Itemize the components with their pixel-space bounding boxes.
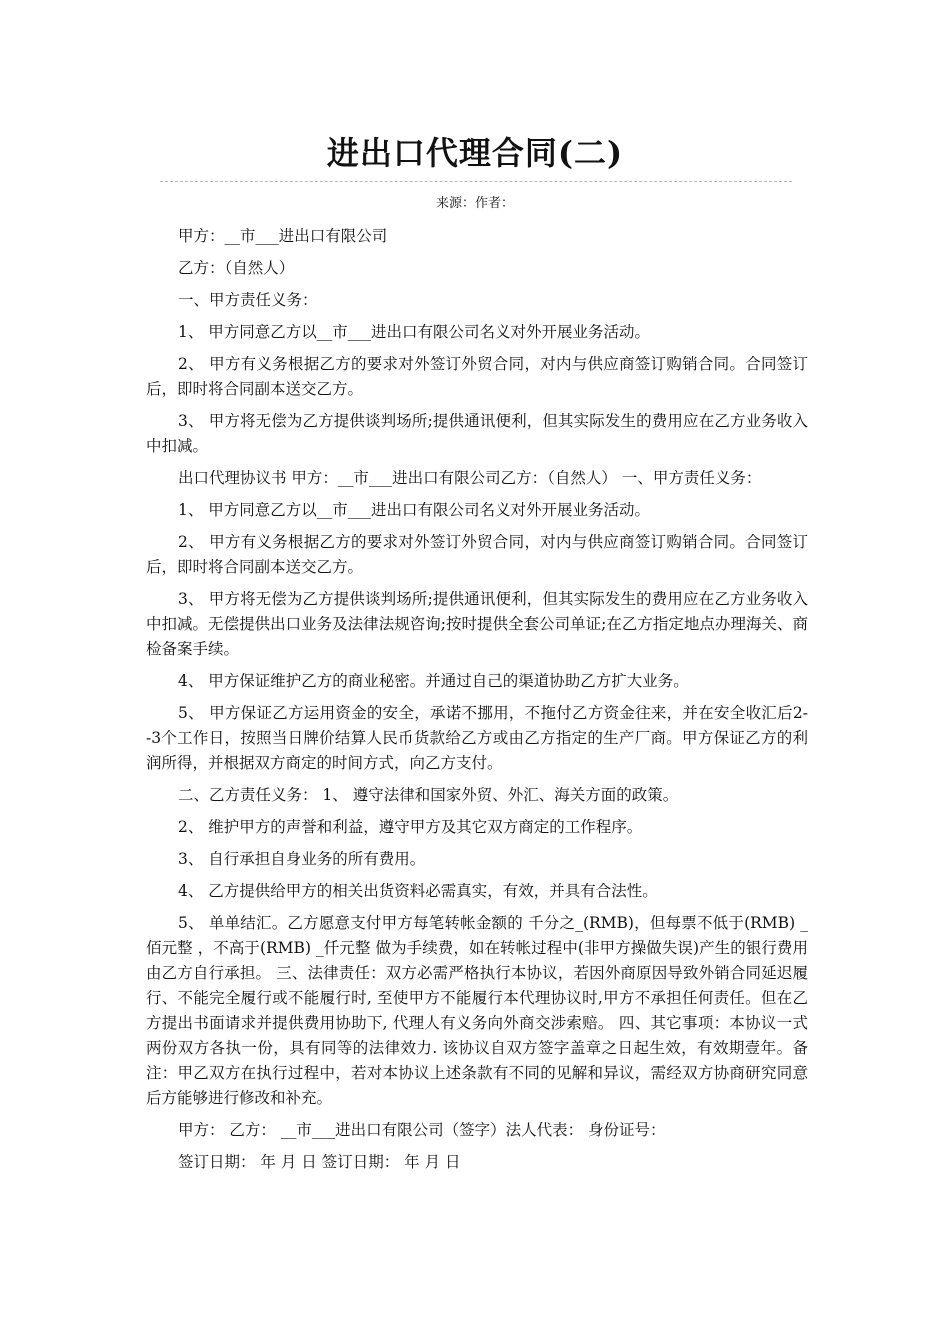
signing-date-line: 签订日期： 年 月 日 签订日期： 年 月 日	[178, 1153, 461, 1171]
paragraph: 2、 甲方有义务根据乙方的要求对外签订外贸合同，对内与供应商签订购销合同。合同签订后，即时将合同副本送交乙方。	[146, 533, 808, 576]
paragraph: 3、 自行承担自身业务的所有费用。	[178, 850, 426, 868]
paragraph: 2、 维护甲方的声誉和利益，遵守甲方及其它双方商定的工作程序。	[178, 818, 643, 836]
paragraph: 1、 甲方同意乙方以__市___进出口有限公司名义对外开展业务活动。	[178, 501, 651, 519]
paragraph: 出口代理协议书 甲方：__市___进出口有限公司乙方：（自然人） 一、甲方责任义务：	[178, 469, 762, 487]
paragraph: 甲方：__市___进出口有限公司	[178, 227, 388, 245]
paragraph: 乙方：（自然人）	[178, 259, 295, 277]
paragraph: 3、 甲方将无偿为乙方提供谈判场所;提供通讯便利，但其实际发生的费用应在乙方业务收入中扣减。	[146, 412, 808, 455]
document-title: 进出口代理合同(二)	[326, 134, 624, 172]
paragraph: 4、 甲方保证维护乙方的商业秘密。并通过自己的渠道协助乙方扩大业务。	[178, 672, 689, 690]
signature-line: 甲方： 乙方： __市___进出口有限公司（签字）法人代表： 身份证号：	[178, 1121, 666, 1139]
paragraph: 3、 甲方将无偿为乙方提供谈判场所;提供通讯便利，但其实际发生的费用应在乙方业务收入中扣减。无偿提供出口业务及法律法规咨询;按时提供全套公司单证;在乙方指定地点办理海关、商检备案手续。	[146, 590, 808, 658]
paragraph: 5、 单单结汇。乙方愿意支付甲方每笔转帐金额的 千分之_(RMB)，但每票不低于(RMB) _佰元整 ，不高于(RMB) _仟元整 做为手续费，如在转帐过程中(非甲方操做失误)产生的银行费用由乙方自行承担。 三、法律责任：双方必需严格执行本协议，若因外商原因导致外销合同延迟履行、不能完全履行或不能履行时, 至使甲方不能履行本代理协议时,甲方不承担任何责任。但在乙方提出书面请求并提供费用协助下, 代理人有义务向外商交涉索赔。 四、其它事项：本协议一式两份双方各执一份，具有同等的法律效力. 该协议自双方签字盖章之日起生效，有效期壹年。备注：甲乙双方在执行过程中，若对本协议上述条款有不同的见解和异议，需经双方协商研究同意后方能够进行修改和补充。	[146, 914, 808, 1107]
title-divider	[160, 181, 792, 182]
source-line: 来源：作者：	[435, 196, 514, 211]
paragraph: 一、甲方责任义务：	[178, 291, 318, 309]
paragraph: 5、 甲方保证乙方运用资金的安全，承诺不挪用，不拖付乙方资金往来，并在安全收汇后2--3个工作日，按照当日牌价结算人民币货款给乙方或由乙方指定的生产厂商。甲方保证乙方的利润所得，并根据双方商定的时间方式，向乙方支付。	[146, 704, 808, 772]
paragraph: 1、 甲方同意乙方以__市___进出口有限公司名义对外开展业务活动。	[178, 323, 651, 341]
paragraph: 2、 甲方有义务根据乙方的要求对外签订外贸合同，对内与供应商签订购销合同。合同签订后，即时将合同副本送交乙方。	[146, 355, 808, 398]
contract-body	[146, 224, 808, 1182]
paragraph: 二、乙方责任义务： 1、 遵守法律和国家外贸、外汇、海关方面的政策。	[178, 786, 679, 804]
paragraph: 4、 乙方提供给甲方的相关出货资料必需真实，有效，并具有合法性。	[178, 882, 658, 900]
